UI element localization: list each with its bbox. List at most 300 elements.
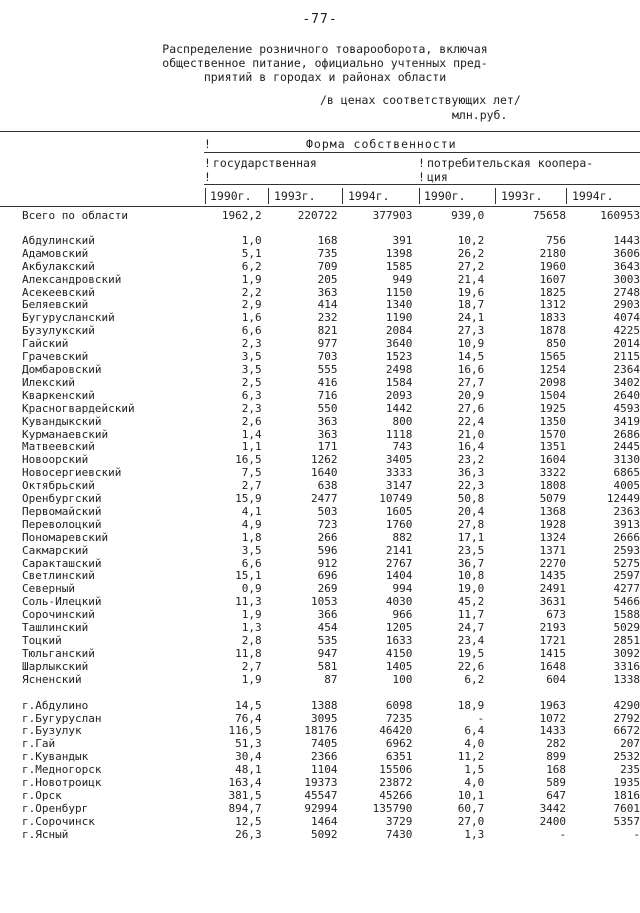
cell-coop-1990: 27,2 xyxy=(457,260,485,273)
cell-state-1994: 1150 xyxy=(385,286,413,299)
cell-state-1994: 2084 xyxy=(385,325,413,338)
district-row xyxy=(22,467,640,480)
district-row xyxy=(22,648,640,661)
cell-coop-1994: 1816 xyxy=(613,789,640,802)
row-name: Акбулакский xyxy=(22,260,95,273)
page-number: -77- xyxy=(302,12,338,27)
cell-state-1993: 220722 xyxy=(297,210,338,222)
cell-coop-1990: 19,6 xyxy=(457,286,485,299)
cell-state-1994: 135790 xyxy=(372,802,413,815)
cell-coop-1990: 11,7 xyxy=(457,609,485,622)
row-name: Грачевский xyxy=(22,351,89,364)
cell-state-1993: 266 xyxy=(317,531,338,544)
cell-state-1993: 414 xyxy=(317,299,338,312)
cell-coop-1994: - xyxy=(633,828,640,841)
cell-coop-1990: 22,6 xyxy=(457,660,485,673)
cell-coop-1994: 3316 xyxy=(613,660,640,673)
cell-coop-1993: 589 xyxy=(546,777,567,790)
cell-coop-1990: 27,3 xyxy=(457,325,485,338)
row-name: Бугурусланский xyxy=(22,312,115,325)
cell-state-1990: 1,6 xyxy=(241,312,262,325)
cell-state-1994: 1523 xyxy=(385,351,413,364)
cell-coop-1993: 1351 xyxy=(539,441,567,454)
cell-state-1993: 735 xyxy=(317,247,338,260)
cell-coop-1990: 23,2 xyxy=(457,454,485,467)
cell-state-1993: 19373 xyxy=(304,777,338,790)
row-name: Всего по области xyxy=(22,210,128,222)
district-row xyxy=(22,325,640,338)
city-row xyxy=(22,790,640,803)
row-name: г.Абдулино xyxy=(22,699,89,712)
cell-coop-1994: 3003 xyxy=(613,273,640,286)
cell-state-1990: 1,4 xyxy=(241,428,262,441)
cell-coop-1994: 2748 xyxy=(613,286,640,299)
cell-state-1994: 1585 xyxy=(385,260,413,273)
row-name: Ясненский xyxy=(22,673,82,686)
cell-coop-1994: 4225 xyxy=(613,325,640,338)
cell-state-1990: 116,5 xyxy=(228,725,262,738)
district-row xyxy=(22,416,640,429)
row-name: Адамовский xyxy=(22,247,89,260)
cell-state-1990: 14,5 xyxy=(235,699,262,712)
cell-coop-1994: 12449 xyxy=(606,493,640,506)
cell-coop-1993: - xyxy=(559,828,567,841)
cell-coop-1994: 2640 xyxy=(613,389,640,402)
cell-coop-1990: 4,0 xyxy=(464,738,485,751)
cell-coop-1994: 2014 xyxy=(613,338,640,351)
cell-coop-1990: 6,4 xyxy=(464,725,485,738)
cell-state-1990: 16,5 xyxy=(235,454,262,467)
district-row xyxy=(22,519,640,532)
cell-state-1990: 15,9 xyxy=(235,493,262,506)
cell-coop-1993: 1565 xyxy=(539,351,567,364)
city-row xyxy=(22,777,640,790)
cell-coop-1990: 18,7 xyxy=(457,299,485,312)
cell-coop-1993: 3631 xyxy=(539,596,567,609)
cell-coop-1993: 2491 xyxy=(539,583,567,596)
row-name: Асекеевский xyxy=(22,286,95,299)
cell-coop-1990: 10,8 xyxy=(457,570,485,583)
cell-state-1990: 1,0 xyxy=(241,234,262,247)
cell-coop-1990: 45,2 xyxy=(457,596,485,609)
cell-state-1990: 2,9 xyxy=(241,299,262,312)
cell-coop-1994: 2363 xyxy=(613,505,640,518)
cell-state-1993: 3095 xyxy=(311,712,338,725)
cell-coop-1993: 673 xyxy=(546,609,567,622)
cell-coop-1993: 75658 xyxy=(532,210,567,222)
cell-coop-1993: 1878 xyxy=(539,325,567,338)
table-title xyxy=(90,42,560,84)
district-row xyxy=(22,454,640,467)
cell-state-1990: 51,3 xyxy=(235,738,262,751)
row-name: Оренбургский xyxy=(22,493,102,506)
row-name: Тоцкий xyxy=(22,635,62,647)
row-name: г.Медногорск xyxy=(22,764,102,777)
cell-state-1993: 416 xyxy=(317,376,338,389)
cell-coop-1993: 1604 xyxy=(539,454,567,467)
cell-state-1990: 4,1 xyxy=(241,505,262,518)
cell-state-1993: 596 xyxy=(317,544,338,557)
year-header-1: 1990г. xyxy=(210,189,252,203)
cell-coop-1994: 2532 xyxy=(613,751,640,764)
cell-state-1994: 1340 xyxy=(385,299,413,312)
cell-coop-1990: 22,3 xyxy=(457,480,485,493)
cell-coop-1993: 1324 xyxy=(539,531,567,544)
cell-state-1994: 3729 xyxy=(385,815,413,828)
cell-coop-1993: 1607 xyxy=(539,273,567,286)
cell-coop-1994: 5357 xyxy=(613,815,640,828)
row-name: Курманаевский xyxy=(22,428,109,441)
cell-state-1990: 381,5 xyxy=(228,789,262,802)
cell-state-1990: 2,5 xyxy=(241,376,262,389)
cell-coop-1993: 1371 xyxy=(539,544,567,557)
cell-state-1994: 1398 xyxy=(385,247,413,260)
district-row xyxy=(22,390,640,403)
cell-state-1994: 3147 xyxy=(385,480,413,493)
cell-coop-1993: 1721 xyxy=(539,635,567,647)
row-name: г.Новотроицк xyxy=(22,777,102,790)
coop-header-line-2: ция xyxy=(427,170,448,184)
ownership-header: Форма собственности xyxy=(306,137,457,151)
district-row xyxy=(22,403,640,416)
district-row xyxy=(22,545,640,558)
cell-coop-1993: 2098 xyxy=(539,376,567,389)
title-line-1: Распределение розничного товарооборота, включая xyxy=(162,42,488,56)
cell-coop-1990: 36,3 xyxy=(457,467,485,480)
cell-coop-1994: 1443 xyxy=(613,234,640,247)
cell-state-1990: 2,3 xyxy=(241,338,262,351)
unit-label: млн.руб. xyxy=(452,108,508,122)
cell-state-1990: 3,5 xyxy=(241,363,262,376)
cell-coop-1993: 1833 xyxy=(539,312,567,325)
district-row xyxy=(22,622,640,635)
cell-state-1993: 232 xyxy=(317,312,338,325)
cell-coop-1994: 3419 xyxy=(613,415,640,428)
row-name: Светлинский xyxy=(22,570,95,583)
cell-state-1994: 1442 xyxy=(385,402,413,415)
cell-coop-1990: 17,1 xyxy=(457,531,485,544)
cell-state-1994: 1605 xyxy=(385,505,413,518)
cell-coop-1994: 5275 xyxy=(613,557,640,570)
cell-coop-1993: 1433 xyxy=(539,725,567,738)
cell-state-1990: 26,3 xyxy=(235,828,262,841)
cell-state-1994: 6098 xyxy=(385,699,413,712)
cell-state-1990: 2,8 xyxy=(241,635,262,647)
cell-state-1993: 2477 xyxy=(311,493,338,506)
district-row xyxy=(22,287,640,300)
row-name: Переволоцкий xyxy=(22,518,102,531)
district-row xyxy=(22,506,640,519)
cell-coop-1993: 756 xyxy=(546,234,567,247)
cell-coop-1990: 50,8 xyxy=(457,493,485,506)
district-row xyxy=(22,429,640,442)
cell-state-1993: 269 xyxy=(317,583,338,596)
cell-coop-1994: 3913 xyxy=(613,518,640,531)
district-row xyxy=(22,364,640,377)
cell-coop-1993: 1808 xyxy=(539,480,567,493)
cell-state-1990: 163,4 xyxy=(228,777,262,790)
cell-state-1993: 1262 xyxy=(311,454,338,467)
row-name: Соль-Илецкий xyxy=(22,596,102,609)
row-name: Бузулукский xyxy=(22,325,95,338)
cell-state-1994: 7430 xyxy=(385,828,413,841)
row-name: Домбаровский xyxy=(22,363,102,376)
city-row xyxy=(22,751,640,764)
cell-state-1990: 1,9 xyxy=(241,673,262,686)
cell-state-1994: 1633 xyxy=(385,635,413,647)
cell-state-1994: 7235 xyxy=(385,712,413,725)
cell-state-1993: 716 xyxy=(317,389,338,402)
cell-state-1993: 363 xyxy=(317,415,338,428)
cell-coop-1994: 2597 xyxy=(613,570,640,583)
cell-state-1990: 6,3 xyxy=(241,389,262,402)
row-name: Беляевский xyxy=(22,299,89,312)
cell-coop-1994: 1935 xyxy=(613,777,640,790)
cell-coop-1993: 1312 xyxy=(539,299,567,312)
cell-state-1990: 1,3 xyxy=(241,622,262,635)
cell-coop-1990: 10,1 xyxy=(457,789,485,802)
cell-state-1993: 977 xyxy=(317,338,338,351)
cell-coop-1990: 939,0 xyxy=(451,210,485,222)
cell-state-1994: 882 xyxy=(392,531,413,544)
cell-state-1993: 535 xyxy=(317,635,338,647)
district-row xyxy=(22,441,640,454)
cell-coop-1993: 604 xyxy=(546,673,567,686)
cell-coop-1993: 1963 xyxy=(539,699,567,712)
cell-state-1993: 1053 xyxy=(311,596,338,609)
cell-state-1990: 76,4 xyxy=(235,712,262,725)
cell-state-1994: 994 xyxy=(392,583,413,596)
cell-state-1993: 696 xyxy=(317,570,338,583)
row-name: Пономаревский xyxy=(22,531,109,544)
cell-state-1994: 23872 xyxy=(379,777,413,790)
row-name: Саракташский xyxy=(22,557,102,570)
cell-coop-1993: 3322 xyxy=(539,467,567,480)
row-name: Матвеевский xyxy=(22,441,95,454)
cell-state-1990: 1962,2 xyxy=(221,210,262,222)
cell-coop-1990: 23,5 xyxy=(457,544,485,557)
row-name: г.Гай xyxy=(22,738,56,751)
cell-state-1994: 2767 xyxy=(385,557,413,570)
district-row xyxy=(22,338,640,351)
ownership-underline xyxy=(204,152,640,153)
cell-state-1993: 550 xyxy=(317,402,338,415)
cell-coop-1990: 27,6 xyxy=(457,402,485,415)
cell-state-1993: 363 xyxy=(317,428,338,441)
year-header-3: 1994г. xyxy=(348,189,390,203)
cell-state-1994: 2093 xyxy=(385,389,413,402)
cell-coop-1990: 21,4 xyxy=(457,273,485,286)
cell-coop-1990: 27,0 xyxy=(457,815,485,828)
row-name: Александровский xyxy=(22,273,122,286)
row-name: Северный xyxy=(22,583,75,596)
cell-state-1993: 703 xyxy=(317,351,338,364)
cell-state-1994: 2498 xyxy=(385,363,413,376)
cell-state-1994: 743 xyxy=(392,441,413,454)
cell-state-1994: 2141 xyxy=(385,544,413,557)
cell-state-1994: 6351 xyxy=(385,751,413,764)
cell-coop-1990: 27,7 xyxy=(457,376,485,389)
cell-state-1990: 6,2 xyxy=(241,260,262,273)
cell-coop-1994: 2445 xyxy=(613,441,640,454)
row-name: Абдулинский xyxy=(22,234,95,247)
cell-coop-1993: 2400 xyxy=(539,815,567,828)
cell-coop-1994: 1338 xyxy=(613,673,640,686)
cell-coop-1994: 6672 xyxy=(613,725,640,738)
cell-coop-1993: 1648 xyxy=(539,660,567,673)
cell-coop-1990: 23,4 xyxy=(457,635,485,647)
row-name: Кувандыкский xyxy=(22,415,102,428)
row-name: г.Оренбург xyxy=(22,802,89,815)
cell-state-1994: 1405 xyxy=(385,660,413,673)
cell-state-1994: 1118 xyxy=(385,428,413,441)
cell-state-1994: 391 xyxy=(392,234,413,247)
cell-coop-1990: 11,2 xyxy=(457,751,485,764)
cell-coop-1993: 282 xyxy=(546,738,567,751)
cell-coop-1993: 850 xyxy=(546,338,567,351)
cell-state-1994: 15506 xyxy=(379,764,413,777)
cell-state-1994: 10749 xyxy=(379,493,413,506)
cell-coop-1993: 1435 xyxy=(539,570,567,583)
city-row xyxy=(22,764,640,777)
cell-coop-1993: 899 xyxy=(546,751,567,764)
row-name: Новоорский xyxy=(22,454,89,467)
cell-coop-1994: 2666 xyxy=(613,531,640,544)
cell-coop-1994: 2686 xyxy=(613,428,640,441)
cell-coop-1993: 1925 xyxy=(539,402,567,415)
cell-coop-1994: 3092 xyxy=(613,647,640,660)
cell-state-1994: 46420 xyxy=(379,725,413,738)
cell-coop-1990: 10,9 xyxy=(457,338,485,351)
cell-state-1993: 709 xyxy=(317,260,338,273)
district-row xyxy=(22,583,640,596)
cell-coop-1994: 6865 xyxy=(613,467,640,480)
cell-state-1990: 6,6 xyxy=(241,325,262,338)
cell-coop-1994: 2115 xyxy=(613,351,640,364)
cell-coop-1994: 3130 xyxy=(613,454,640,467)
row-name: Ташлинский xyxy=(22,622,89,635)
cell-state-1990: 0,9 xyxy=(241,583,262,596)
cell-state-1993: 7405 xyxy=(311,738,338,751)
city-row xyxy=(22,713,640,726)
cell-coop-1994: 5466 xyxy=(613,596,640,609)
district-row xyxy=(22,609,640,622)
cell-coop-1994: 4074 xyxy=(613,312,640,325)
cell-state-1994: 1584 xyxy=(385,376,413,389)
cell-coop-1990: 1,5 xyxy=(464,764,485,777)
cell-coop-1993: 1504 xyxy=(539,389,567,402)
district-row xyxy=(22,274,640,287)
row-name: Сорочинский xyxy=(22,609,95,622)
cell-coop-1993: 1570 xyxy=(539,428,567,441)
total-row xyxy=(22,210,640,235)
cell-coop-1990: 14,5 xyxy=(457,351,485,364)
cell-coop-1994: 4290 xyxy=(613,699,640,712)
cell-state-1994: 3333 xyxy=(385,467,413,480)
cell-coop-1993: 1072 xyxy=(539,712,567,725)
cell-coop-1990: 19,0 xyxy=(457,583,485,596)
district-row xyxy=(22,532,640,545)
cell-coop-1993: 5079 xyxy=(539,493,567,506)
cell-coop-1994: 3643 xyxy=(613,260,640,273)
district-row xyxy=(22,661,640,674)
city-row xyxy=(22,738,640,751)
row-name: г.Орск xyxy=(22,789,62,802)
cell-coop-1993: 1928 xyxy=(539,518,567,531)
district-row xyxy=(22,674,640,700)
cell-coop-1990: 6,2 xyxy=(464,673,485,686)
cell-state-1993: 171 xyxy=(317,441,338,454)
coop-header-line-1: потребительская коопера- xyxy=(427,156,594,170)
cell-coop-1993: 168 xyxy=(546,764,567,777)
cell-state-1994: 949 xyxy=(392,273,413,286)
statistical-table-page: -77- Распределение розничного товарооборота, включая общественное питание, официально учтенных пред- приятий в городах и районах области /в ценах соответствующих лет/ млн.руб. ! Форма собственности ! государственная ! потребительская коопера- ! ! ция 1990г. 1993г. 1994г. 1990г. 1993г. 1994г. Всего по области 1962,2 220722 377903 939,0 75658 160953 Абдулинский 1,0 168 391 10,2 756 1443 Адамовский 5,1 735 1398 26,2 2180 3606 Акбулакский 6,2 709 1585 27,2 1960 3643 Александровский 1,9 205 949 21,4 1607 3003 Асекеевский 2,2 363 1150 19,6 1825 2748 Беляевский 2,9 414 1340 18,7 1312 2903 Бугурусланский 1,6 232 1190 24,1 1833 4074 Бузулукский 6,6 821 2084 27,3 1878 4225 Гайский 2,3 977 3640 10,9 850 2014 Грачевский 3,5 703 1523 14,5 1565 2115 Домбаровский 3,5 555 2498 16,6 1254 2364 Илекский 2,5 416 1584 27,7 2098 3402 Кваркенский 6,3 716 2093 20,9 1504 2640 Красногвардейский 2,3 550 1442 27,6 1925 4593 Кувандыкский 2,6 363 800 22,4 1350 3419 Курманаевский 1,4 363 1118 21,0 1570 2686 Матвеевский 1,1 171 743 16,4 1351 2445 Новоорский 16,5 1262 3405 23,2 1604 3130 Новосергиевский 7,5 1640 3333 36,3 3322 6865 Октябрьский 2,7 638 3147 22,3 1808 4005 Оренбургский 15,9 2477 10749 50,8 5079 12449 Первомайский 4,1 503 1605 20,4 1368 2363 Переволоцкий 4,9 723 1760 27,8 1928 3913 Пономаревский 1,8 266 882 17,1 1324 2666 Сакмарский 3,5 596 2141 23,5 1371 2593 Саракташский 6,6 912 2767 36,7 2270 5275 Светлинский 15,1 696 1404 10,8 1435 2597 Северный 0,9 269 994 19,0 2491 4277 Соль-Илецкий 11,3 1053 4030 45,2 3631 5466 Сорочинский 1,9 366 966 11,7 673 1588 Ташлинский 1,3 454 1205 24,7 2193 5029 Тоцкий 2,8 535 1633 23,4 1721 2851 Тюльганский 11,8 947 4150 19,5 1415 3092 Шарлыкский 2,7 581 1405 22,6 1648 3316 Ясненский 1,9 87 100 6,2 604 1338 г.Абдулино 14,5 1388 6098 18,9 1963 4290 г.Бугуруслан 76,4 3095 7235 - 1072 2792 г.Бузулук 116,5 18176 46420 6,4 1433 6672 г.Гай 51,3 7405 6962 4,0 282 207 г.Кувандык 30,4 2366 6351 11,2 899 2532 г.Медногорск 48,1 1104 15506 1,5 168 235 г.Новотроицк 163,4 19373 23872 4,0 589 1935 г.Орск 381,5 45547 45266 10,1 647 1816 г.Оренбург 894,7 92994 135790 60,7 3442 7601 г.Сорочинск 12,5 1464 3729 27,0 2400 5357 г.Ясный 26,3 5092 7430 1,3 - - xyxy=(0,0,640,913)
cell-state-1994: 1205 xyxy=(385,622,413,635)
year-header-2: 1993г. xyxy=(274,189,316,203)
cell-state-1990: 894,7 xyxy=(228,802,262,815)
cell-coop-1993: 1825 xyxy=(539,286,567,299)
cell-state-1994: 1760 xyxy=(385,518,413,531)
cell-state-1993: 821 xyxy=(317,325,338,338)
row-name: г.Ясный xyxy=(22,828,69,841)
cell-coop-1990: 16,6 xyxy=(457,363,485,376)
cell-coop-1990: 20,9 xyxy=(457,389,485,402)
district-row xyxy=(22,235,640,248)
district-row xyxy=(22,558,640,571)
cell-coop-1993: 2270 xyxy=(539,557,567,570)
cell-coop-1990: 18,9 xyxy=(457,699,485,712)
district-row xyxy=(22,377,640,390)
district-row xyxy=(22,596,640,609)
cell-state-1990: 5,1 xyxy=(241,247,262,260)
cell-coop-1994: 4277 xyxy=(613,583,640,596)
district-row xyxy=(22,261,640,274)
cell-coop-1993: 647 xyxy=(546,789,567,802)
cell-coop-1993: 1254 xyxy=(539,363,567,376)
row-name: Шарлыкский xyxy=(22,660,89,673)
district-row xyxy=(22,570,640,583)
cell-coop-1990: 16,4 xyxy=(457,441,485,454)
district-row xyxy=(22,635,640,648)
district-row xyxy=(22,351,640,364)
cell-coop-1990: 22,4 xyxy=(457,415,485,428)
cell-state-1993: 2366 xyxy=(311,751,338,764)
cell-state-1994: 966 xyxy=(392,609,413,622)
district-row xyxy=(22,299,640,312)
cell-coop-1993: 2180 xyxy=(539,247,567,260)
group-underline xyxy=(204,184,640,185)
row-name: Сакмарский xyxy=(22,544,89,557)
cell-coop-1993: 1350 xyxy=(539,415,567,428)
cell-state-1993: 366 xyxy=(317,609,338,622)
cell-state-1990: 2,7 xyxy=(241,660,262,673)
cell-state-1993: 168 xyxy=(317,234,338,247)
cell-state-1990: 11,8 xyxy=(235,647,262,660)
cell-state-1993: 947 xyxy=(317,647,338,660)
row-name: г.Сорочинск xyxy=(22,815,95,828)
cell-state-1993: 205 xyxy=(317,273,338,286)
cell-state-1990: 1,9 xyxy=(241,273,262,286)
cell-coop-1993: 1960 xyxy=(539,260,567,273)
cell-coop-1994: 7601 xyxy=(613,802,640,815)
cell-coop-1990: 19,5 xyxy=(457,647,485,660)
row-name: Октябрьский xyxy=(22,480,95,493)
year-header-4: 1990г. xyxy=(424,189,466,203)
district-row xyxy=(22,493,640,506)
cell-state-1993: 5092 xyxy=(311,828,338,841)
cell-coop-1993: 2193 xyxy=(539,622,567,635)
cell-state-1993: 1104 xyxy=(311,764,338,777)
